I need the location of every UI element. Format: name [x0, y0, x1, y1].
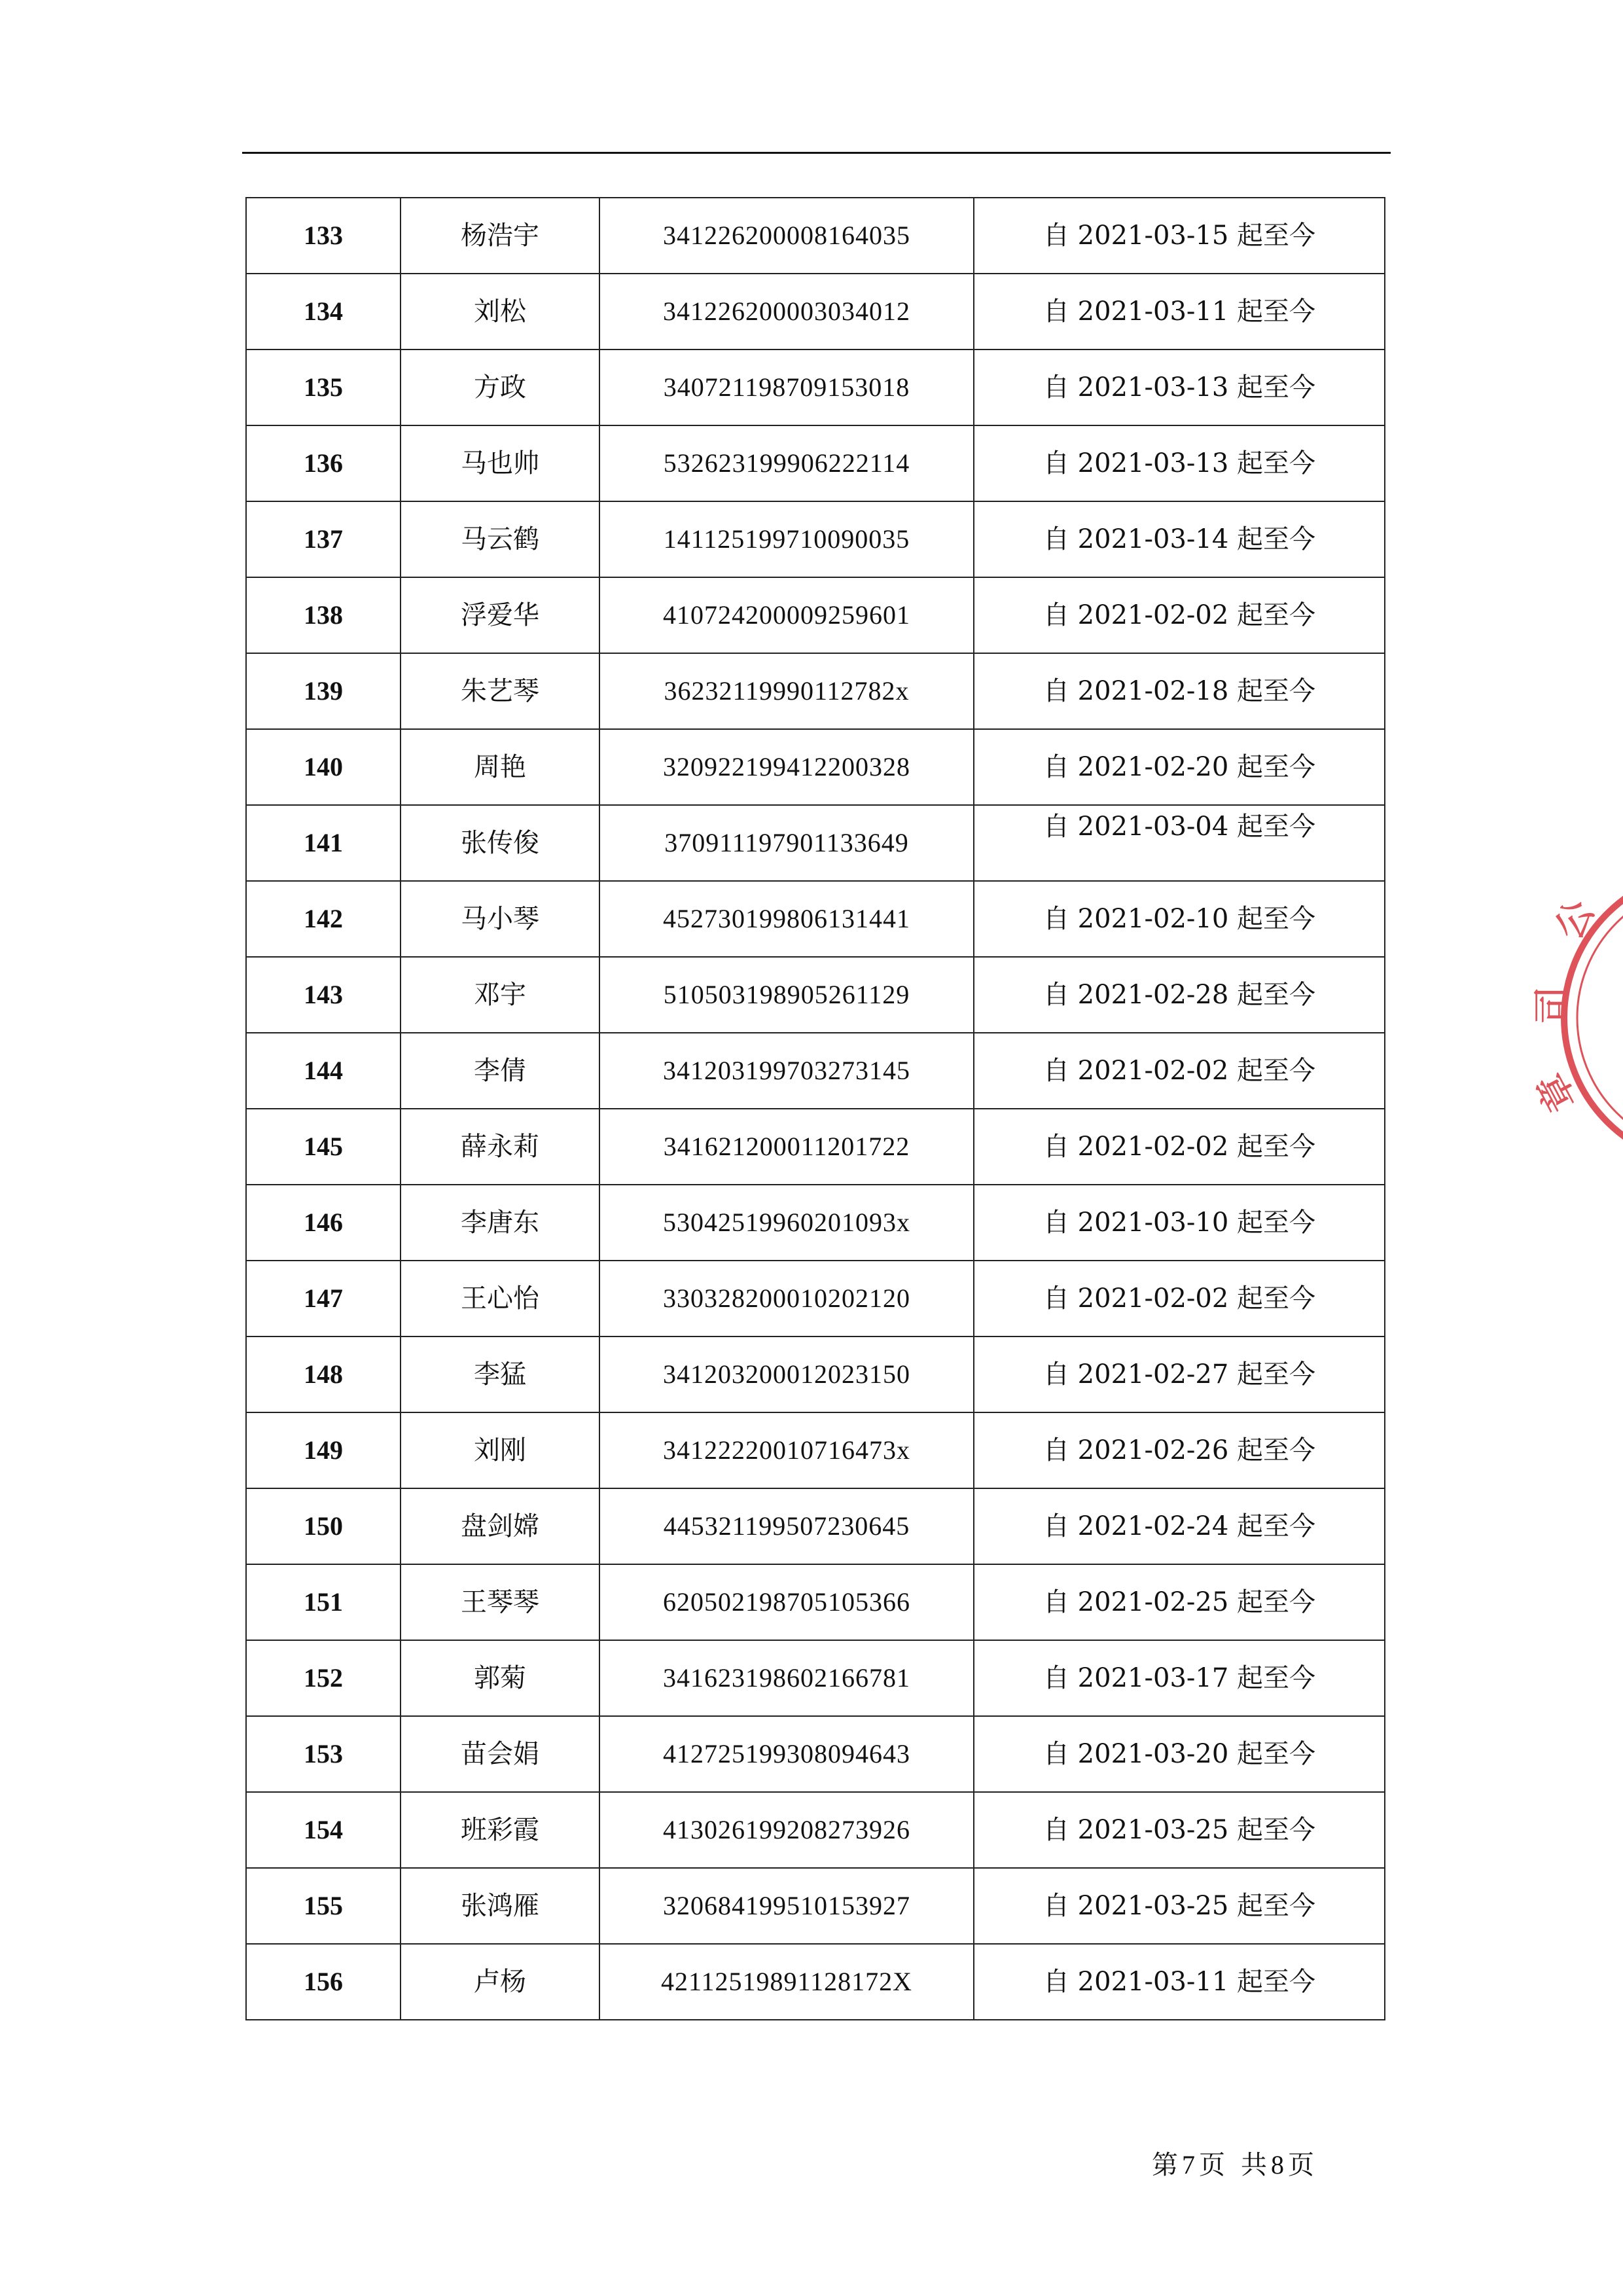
row-index: 150: [246, 1488, 401, 1564]
row-period: 自 2021-03-11 起至今: [974, 274, 1385, 350]
row-name: 杨浩宇: [401, 198, 599, 274]
row-index: 136: [246, 425, 401, 501]
row-name: 李倩: [401, 1033, 599, 1109]
row-name: 王心怡: [401, 1261, 599, 1336]
row-name: 卢杨: [401, 1944, 599, 2020]
table-row: [246, 1109, 1385, 1185]
table-row: [246, 1716, 1385, 1792]
page-footer: [1152, 2144, 1314, 2181]
table-row: [246, 1185, 1385, 1261]
table-row: [246, 274, 1385, 350]
table-row: [246, 350, 1385, 425]
row-name: 郭菊: [401, 1640, 599, 1716]
row-period: 自 2021-02-25 起至今: [974, 1564, 1385, 1640]
row-name: 薛永莉: [401, 1109, 599, 1185]
table-row: [246, 881, 1385, 957]
footer-page-suffix: 页: [1199, 2150, 1225, 2180]
row-index: 152: [246, 1640, 401, 1716]
footer-total-suffix: 页: [1288, 2150, 1314, 2180]
table-row: [246, 198, 1385, 274]
table-row: [246, 1336, 1385, 1412]
row-id-number: 330328200010202120: [599, 1261, 974, 1336]
roster-body: [246, 198, 1385, 2020]
row-period: 自 2021-02-20 起至今: [974, 729, 1385, 805]
row-id-number: 413026199208273926: [599, 1792, 974, 1868]
row-id-number: 320684199510153927: [599, 1868, 974, 1944]
row-index: 138: [246, 577, 401, 653]
svg-text:章: 章: [1528, 1065, 1586, 1120]
row-name: 李猛: [401, 1336, 599, 1412]
table-row: [246, 1261, 1385, 1336]
row-id-number: 141125199710090035: [599, 501, 974, 577]
row-period: 自 2021-02-27 起至今: [974, 1336, 1385, 1412]
row-index: 144: [246, 1033, 401, 1109]
footer-total-prefix: 共: [1241, 2150, 1267, 2180]
table-row: [246, 1944, 1385, 2020]
row-index: 143: [246, 957, 401, 1033]
table-row: [246, 1792, 1385, 1868]
row-id-number: 320922199412200328: [599, 729, 974, 805]
row-name: 浮爱华: [401, 577, 599, 653]
row-index: 134: [246, 274, 401, 350]
table-row: [246, 1033, 1385, 1109]
row-index: 139: [246, 653, 401, 729]
row-period: 自 2021-03-25 起至今: [974, 1792, 1385, 1868]
row-period: 自 2021-03-04 起至今: [974, 805, 1385, 881]
row-period: 自 2021-03-17 起至今: [974, 1640, 1385, 1716]
row-period: 自 2021-03-25 起至今: [974, 1868, 1385, 1944]
row-id-number: 620502198705105366: [599, 1564, 974, 1640]
row-id-number: 341203200012023150: [599, 1336, 974, 1412]
row-id-number: 412725199308094643: [599, 1716, 974, 1792]
row-id-number: 341621200011201722: [599, 1109, 974, 1185]
row-id-number: 341226200008164035: [599, 198, 974, 274]
table-row: [246, 957, 1385, 1033]
row-id-number: 341203199703273145: [599, 1033, 974, 1109]
company-seal-stamp: [1528, 864, 1623, 1172]
row-index: 155: [246, 1868, 401, 1944]
row-id-number: 42112519891128172X: [599, 1944, 974, 2020]
row-index: 142: [246, 881, 401, 957]
row-name: 刘刚: [401, 1412, 599, 1488]
row-index: 146: [246, 1185, 401, 1261]
svg-text:司: 司: [1530, 986, 1575, 1024]
row-index: 149: [246, 1412, 401, 1488]
row-name: 刘松: [401, 274, 599, 350]
roster-table: [245, 197, 1385, 2020]
row-period: 自 2021-03-10 起至今: [974, 1185, 1385, 1261]
row-index: 140: [246, 729, 401, 805]
footer-total-pages: 8: [1271, 2150, 1284, 2179]
row-name: 邓宇: [401, 957, 599, 1033]
row-period: 自 2021-03-15 起至今: [974, 198, 1385, 274]
table-row: [246, 1412, 1385, 1488]
row-period: 自 2021-03-13 起至今: [974, 350, 1385, 425]
row-period: 自 2021-03-11 起至今: [974, 1944, 1385, 2020]
row-period: 自 2021-02-26 起至今: [974, 1412, 1385, 1488]
row-index: 153: [246, 1716, 401, 1792]
row-period: 自 2021-02-02 起至今: [974, 1261, 1385, 1336]
row-period: 自 2021-03-14 起至今: [974, 501, 1385, 577]
row-name: 苗会娟: [401, 1716, 599, 1792]
row-period: 自 2021-02-24 起至今: [974, 1488, 1385, 1564]
row-name: 马小琴: [401, 881, 599, 957]
svg-text:公: 公: [1546, 892, 1603, 947]
row-id-number: 370911197901133649: [599, 805, 974, 881]
row-index: 156: [246, 1944, 401, 2020]
row-index: 154: [246, 1792, 401, 1868]
table-row: [246, 729, 1385, 805]
row-id-number: 410724200009259601: [599, 577, 974, 653]
table-row: [246, 577, 1385, 653]
table-row: [246, 653, 1385, 729]
row-name: 盘剑嫦: [401, 1488, 599, 1564]
row-period: 自 2021-02-10 起至今: [974, 881, 1385, 957]
row-id-number: 341226200003034012: [599, 274, 974, 350]
row-name: 张传俊: [401, 805, 599, 881]
row-index: 151: [246, 1564, 401, 1640]
table-row: [246, 1488, 1385, 1564]
row-id-number: 340721198709153018: [599, 350, 974, 425]
row-index: 148: [246, 1336, 401, 1412]
table-row: [246, 425, 1385, 501]
footer-page-number: 7: [1182, 2150, 1195, 2179]
row-id-number: 445321199507230645: [599, 1488, 974, 1564]
row-index: 145: [246, 1109, 401, 1185]
table-row: [246, 501, 1385, 577]
row-period: 自 2021-03-20 起至今: [974, 1716, 1385, 1792]
table-row: [246, 805, 1385, 881]
row-name: 李唐东: [401, 1185, 599, 1261]
row-index: 137: [246, 501, 401, 577]
row-name: 马也帅: [401, 425, 599, 501]
row-name: 马云鹤: [401, 501, 599, 577]
row-id-number: 452730199806131441: [599, 881, 974, 957]
row-period: 自 2021-02-18 起至今: [974, 653, 1385, 729]
row-id-number: 510503198905261129: [599, 957, 974, 1033]
row-name: 方政: [401, 350, 599, 425]
row-name: 周艳: [401, 729, 599, 805]
row-period: 自 2021-02-28 起至今: [974, 957, 1385, 1033]
row-index: 133: [246, 198, 401, 274]
row-index: 141: [246, 805, 401, 881]
row-id-number: 53042519960201093x: [599, 1185, 974, 1261]
row-period: 自 2021-02-02 起至今: [974, 1109, 1385, 1185]
row-period: 自 2021-03-13 起至今: [974, 425, 1385, 501]
footer-prefix: 第: [1152, 2150, 1178, 2180]
row-name: 朱艺琴: [401, 653, 599, 729]
row-name: 王琴琴: [401, 1564, 599, 1640]
table-row: [246, 1640, 1385, 1716]
row-name: 张鸿雁: [401, 1868, 599, 1944]
row-id-number: 34122220010716473x: [599, 1412, 974, 1488]
table-row: [246, 1564, 1385, 1640]
row-period: 自 2021-02-02 起至今: [974, 1033, 1385, 1109]
row-index: 147: [246, 1261, 401, 1336]
row-period: 自 2021-02-02 起至今: [974, 577, 1385, 653]
header-rule: [242, 152, 1391, 154]
row-id-number: 532623199906222114: [599, 425, 974, 501]
row-id-number: 36232119990112782x: [599, 653, 974, 729]
row-name: 班彩霞: [401, 1792, 599, 1868]
row-index: 135: [246, 350, 401, 425]
table-row: [246, 1868, 1385, 1944]
row-id-number: 341623198602166781: [599, 1640, 974, 1716]
